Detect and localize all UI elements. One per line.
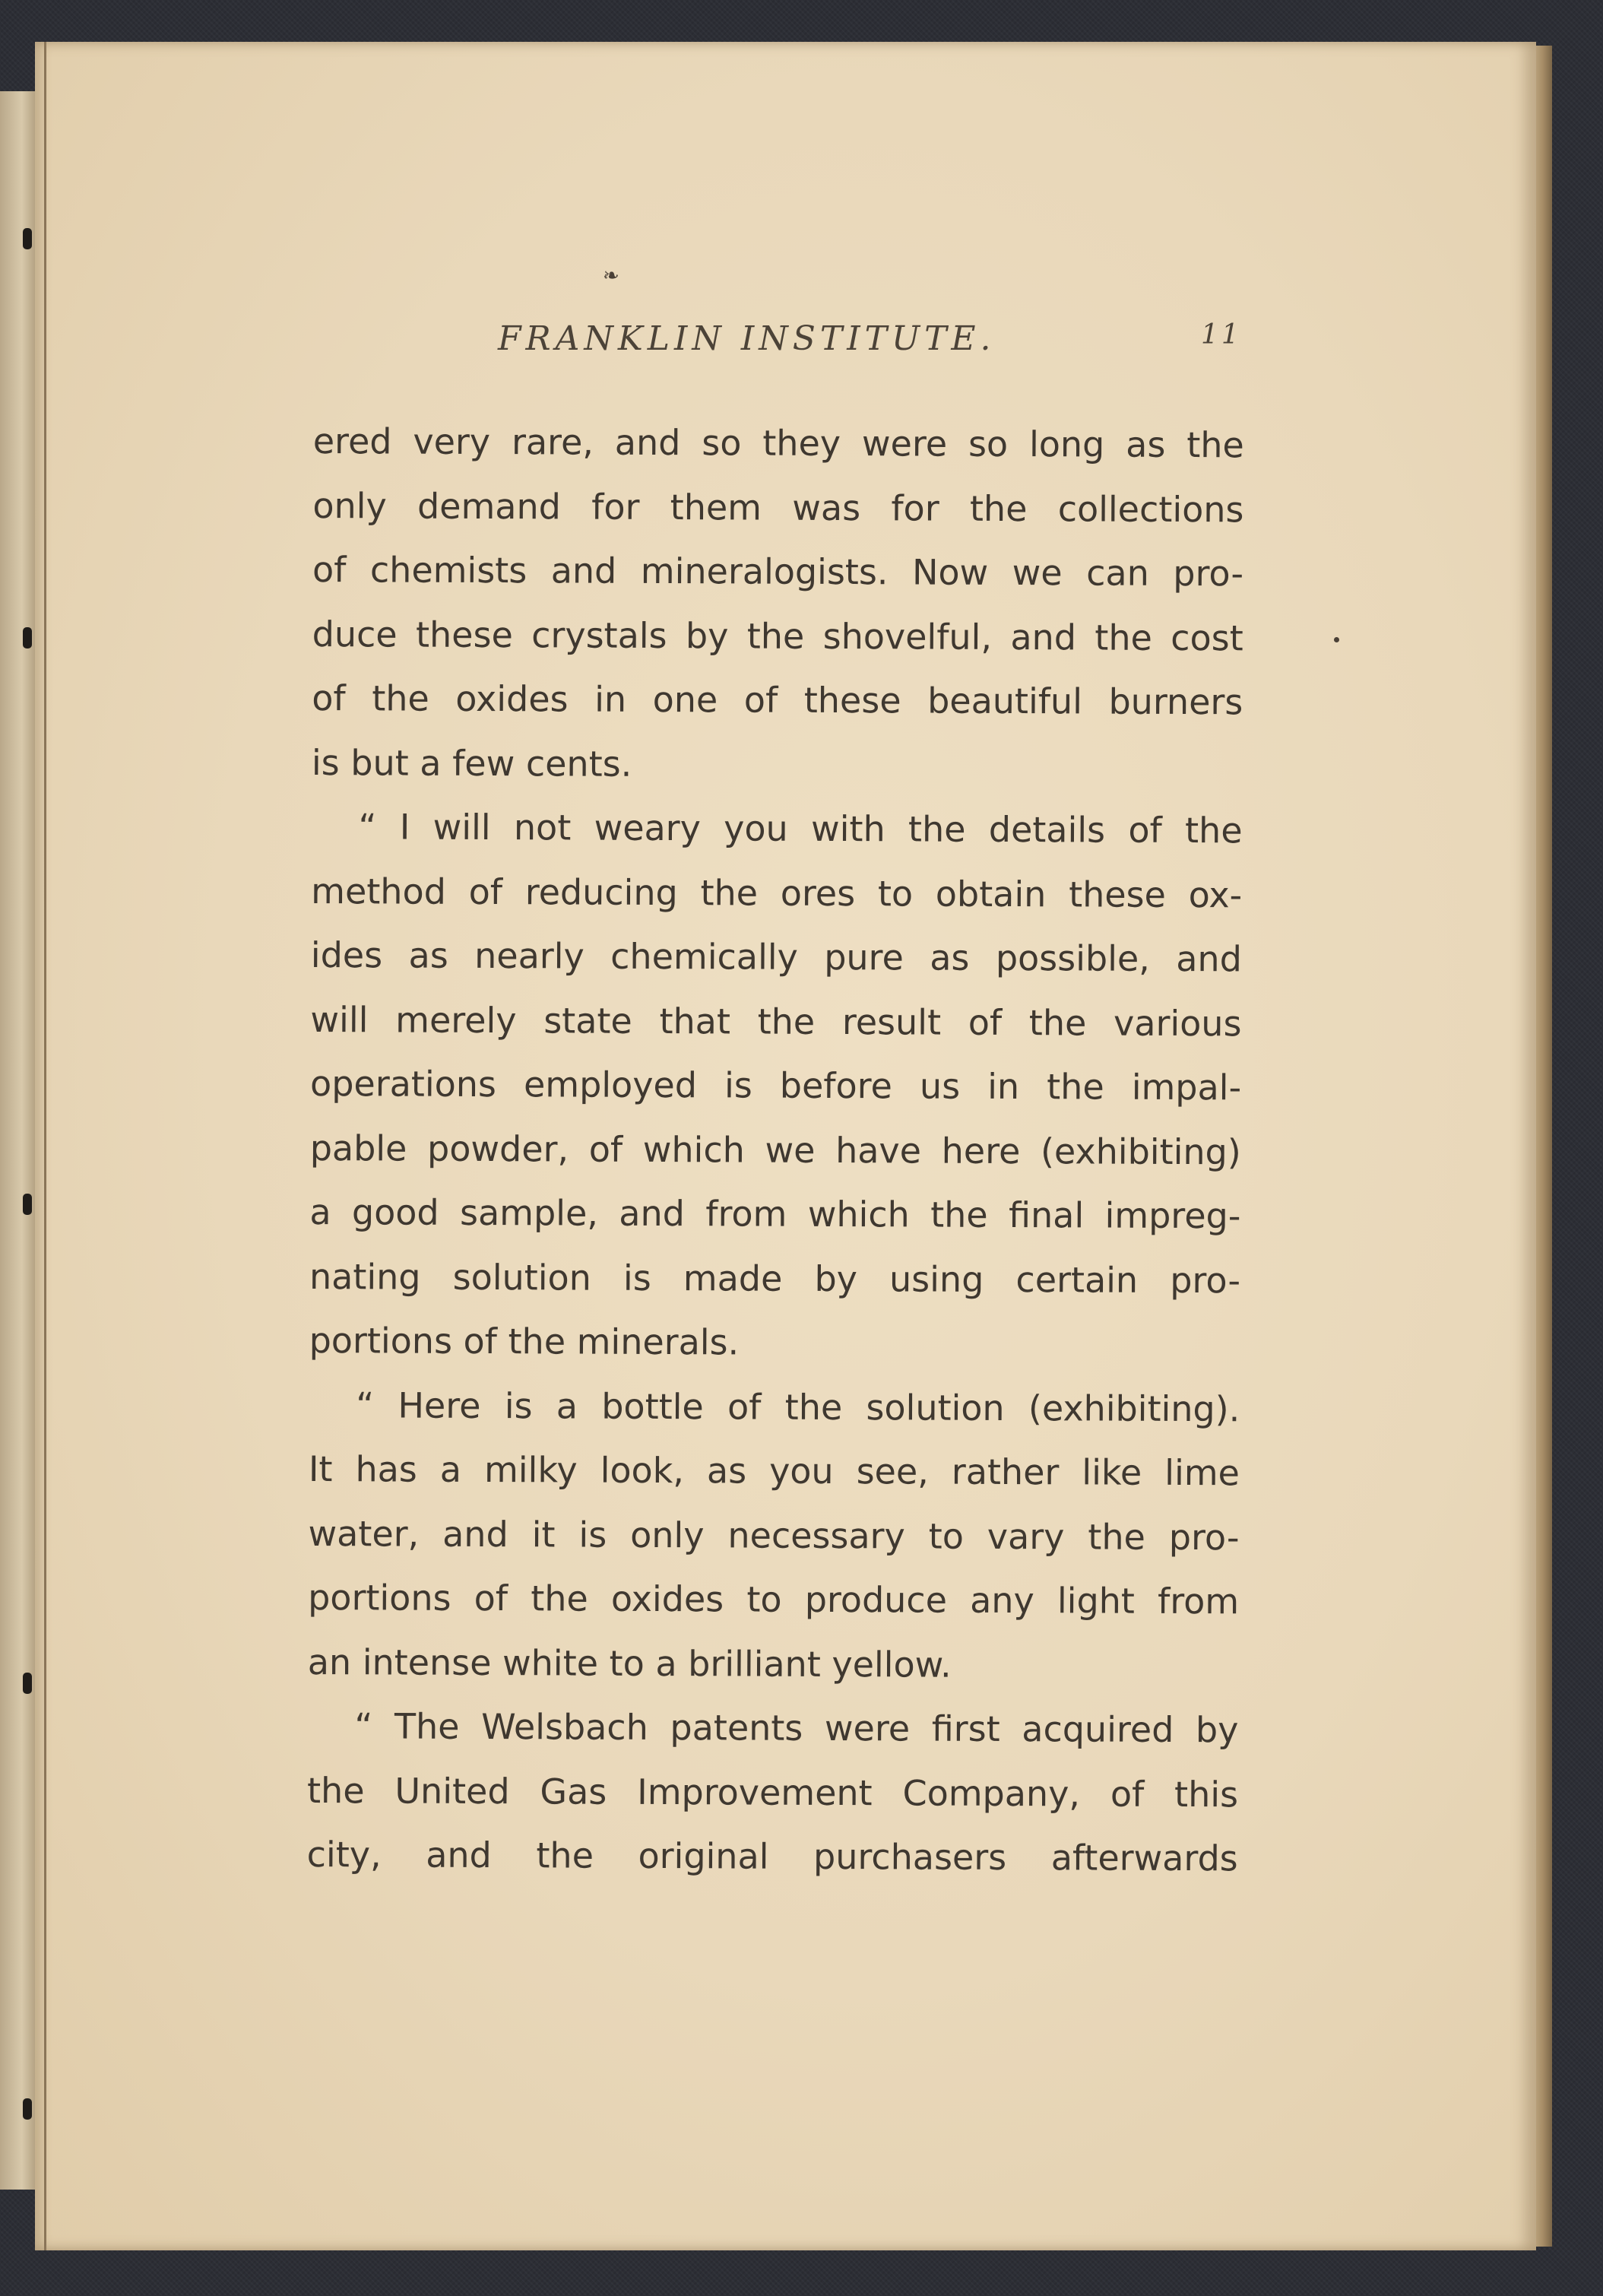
paper-speck <box>1334 637 1339 642</box>
text-line: pable powder, of which we have here (exhibiting) <box>309 1127 1241 1172</box>
gutter-line <box>44 42 46 2250</box>
text-line: is but a few cents. <box>311 741 632 785</box>
text-line: a good sample, and from which the final impreg- <box>309 1191 1241 1237</box>
binding-stitch <box>23 1194 32 1215</box>
text-line: of the oxides in one of these beautiful burners <box>312 677 1243 723</box>
binding-stitch <box>23 1673 32 1694</box>
text-line: city, and the original purchasers afterwards <box>306 1833 1238 1879</box>
page-number: 11 <box>1201 319 1242 350</box>
text-line: operations employed is before us in the impal- <box>310 1062 1242 1108</box>
binding-stitch <box>23 2098 32 2120</box>
binding-stitch <box>23 627 32 649</box>
text-line: duce these crystals by the shovelful, and the cost <box>312 613 1243 658</box>
body-text <box>307 409 1244 1891</box>
text-line: nating solution is made by using certain pro- <box>309 1255 1241 1301</box>
fleuron-ornament: ❧ <box>603 265 619 287</box>
text-line: water, and it is only necessary to vary the pro- <box>308 1512 1240 1558</box>
text-line: will merely state that the result of the various <box>310 998 1242 1044</box>
text-line: only demand for them was for the collections <box>312 484 1244 530</box>
text-line: the United Gas Improvement Company, of this <box>306 1769 1239 1815</box>
text-line: method of reducing the ores to obtain these ox- <box>311 870 1243 915</box>
text-line: portions of the oxides to produce any light from <box>308 1576 1240 1622</box>
text-line: ered very rare, and so they were so long as the <box>312 420 1244 466</box>
paragraph-start-line: “ Here is a bottle of the solution (exhibiting). <box>356 1384 1240 1429</box>
running-head-title: FRANKLIN INSTITUTE. <box>498 319 996 358</box>
text-line: It has a milky look, as you see, rather like lime <box>308 1448 1240 1494</box>
text-line: an intense white to a brilliant yellow. <box>307 1641 952 1686</box>
paragraph-start-line: “ The Welsbach patents were first acquired by <box>354 1705 1239 1751</box>
binding-stitch <box>23 228 32 249</box>
text-line: of chemists and mineralogists. Now we can pro- <box>312 548 1244 595</box>
paragraph-start-line: “ I will not weary you with the details of the <box>358 806 1243 851</box>
text-line: portions of the minerals. <box>309 1319 740 1363</box>
text-line: ides as nearly chemically pure as possible, and <box>310 934 1242 980</box>
